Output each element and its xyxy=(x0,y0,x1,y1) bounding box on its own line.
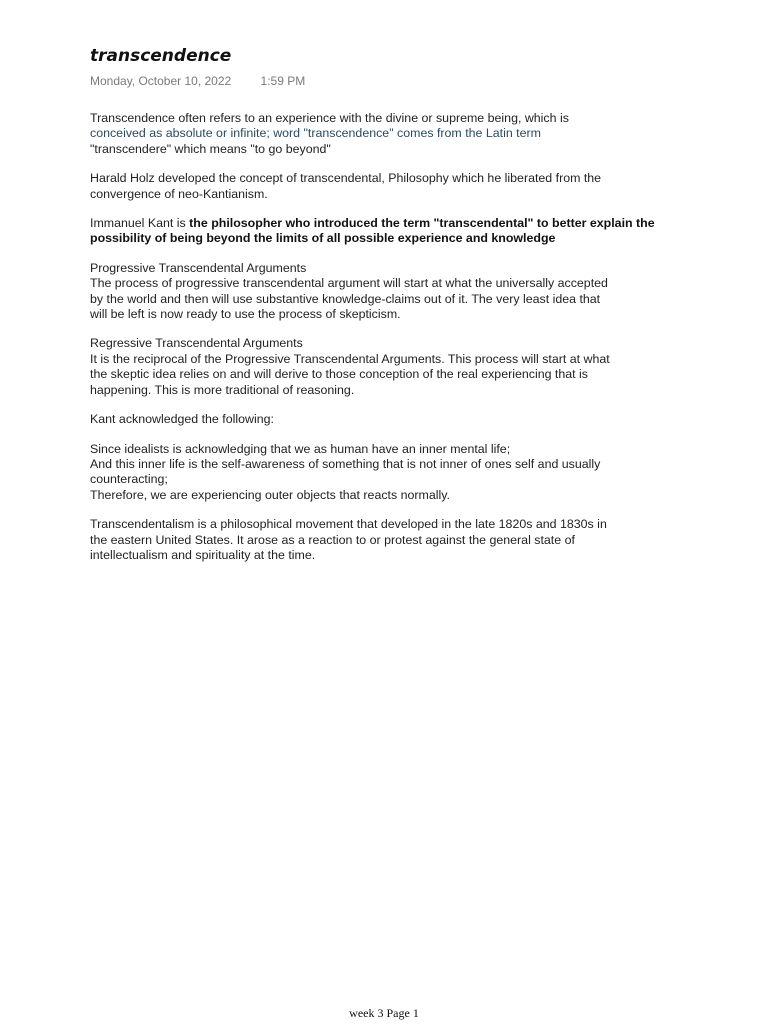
note-time: 1:59 PM xyxy=(260,74,306,88)
bold-text-run: the philosopher who introduced the term "transcendental" to better explain the xyxy=(189,216,655,231)
text-line: happening. This is more traditional of reasoning. xyxy=(90,382,355,397)
note-page xyxy=(90,44,680,577)
text-line: will be left is now ready to use the process of skepticism. xyxy=(90,307,401,322)
paragraph-progressive-arguments xyxy=(90,261,680,323)
text-line: Kant acknowledged the following: xyxy=(90,412,274,427)
text-line: the eastern United States. It arose as a reaction to or protest against the general state of xyxy=(90,532,575,547)
text-run: Immanuel Kant is xyxy=(90,216,190,231)
text-line: intellectualism and spirituality at the time. xyxy=(90,547,316,562)
text-line: by the world and then will use substantive knowledge-claims out of it. The very least idea that xyxy=(90,291,601,306)
page-footer: week 3 Page 1 xyxy=(349,1006,419,1020)
section-heading: Regressive Transcendental Arguments xyxy=(90,336,303,351)
text-line: "transcendere" which means "to go beyond" xyxy=(90,141,331,156)
text-line: And this inner life is the self-awareness of something that is not inner of ones self and usually xyxy=(90,456,601,471)
text-line: Transcendentalism is a philosophical movement that developed in the late 1820s and 1830s in xyxy=(90,517,607,532)
text-line xyxy=(90,216,680,231)
text-line: Therefore, we are experiencing outer objects that reacts normally. xyxy=(90,487,450,502)
paragraph-idealists xyxy=(90,442,680,504)
section-heading: Progressive Transcendental Arguments xyxy=(90,260,307,275)
note-title[interactable]: transcendence xyxy=(90,46,232,66)
note-meta xyxy=(90,73,680,89)
text-line: the skeptic idea relies on and will derive to those conception of the real experiencing that is xyxy=(90,367,588,382)
paragraph-kant-acknowledged xyxy=(90,412,680,427)
text-line: convergence of neo-Kantianism. xyxy=(90,186,268,201)
paragraph-transcendence-definition xyxy=(90,111,680,157)
text-line: Transcendence often refers to an experience with the divine or supreme being, which is xyxy=(90,111,569,125)
text-line: Harald Holz developed the concept of transcendental, Philosophy which he liberated from the xyxy=(90,171,602,186)
text-line: It is the reciprocal of the Progressive Transcendental Arguments. This process will start at what xyxy=(90,351,610,366)
bold-text-line: possibility of being beyond the limits of all possible experience and knowledge xyxy=(90,231,556,246)
text-line: The process of progressive transcendental argument will start at what the universally accepted xyxy=(90,276,608,291)
paragraph-regressive-arguments xyxy=(90,336,680,398)
note-body[interactable] xyxy=(90,111,680,563)
paragraph-immanuel-kant xyxy=(90,216,680,247)
paragraph-harald-holz xyxy=(90,171,680,202)
paragraph-transcendentalism xyxy=(90,517,680,563)
text-line: counteracting; xyxy=(90,472,168,487)
text-line: conceived as absolute or infinite; word "transcendence" comes from the Latin term xyxy=(90,126,541,141)
text-line: Since idealists is acknowledging that we as human have an inner mental life; xyxy=(90,441,511,456)
note-date: Monday, October 10, 2022 xyxy=(90,74,232,88)
